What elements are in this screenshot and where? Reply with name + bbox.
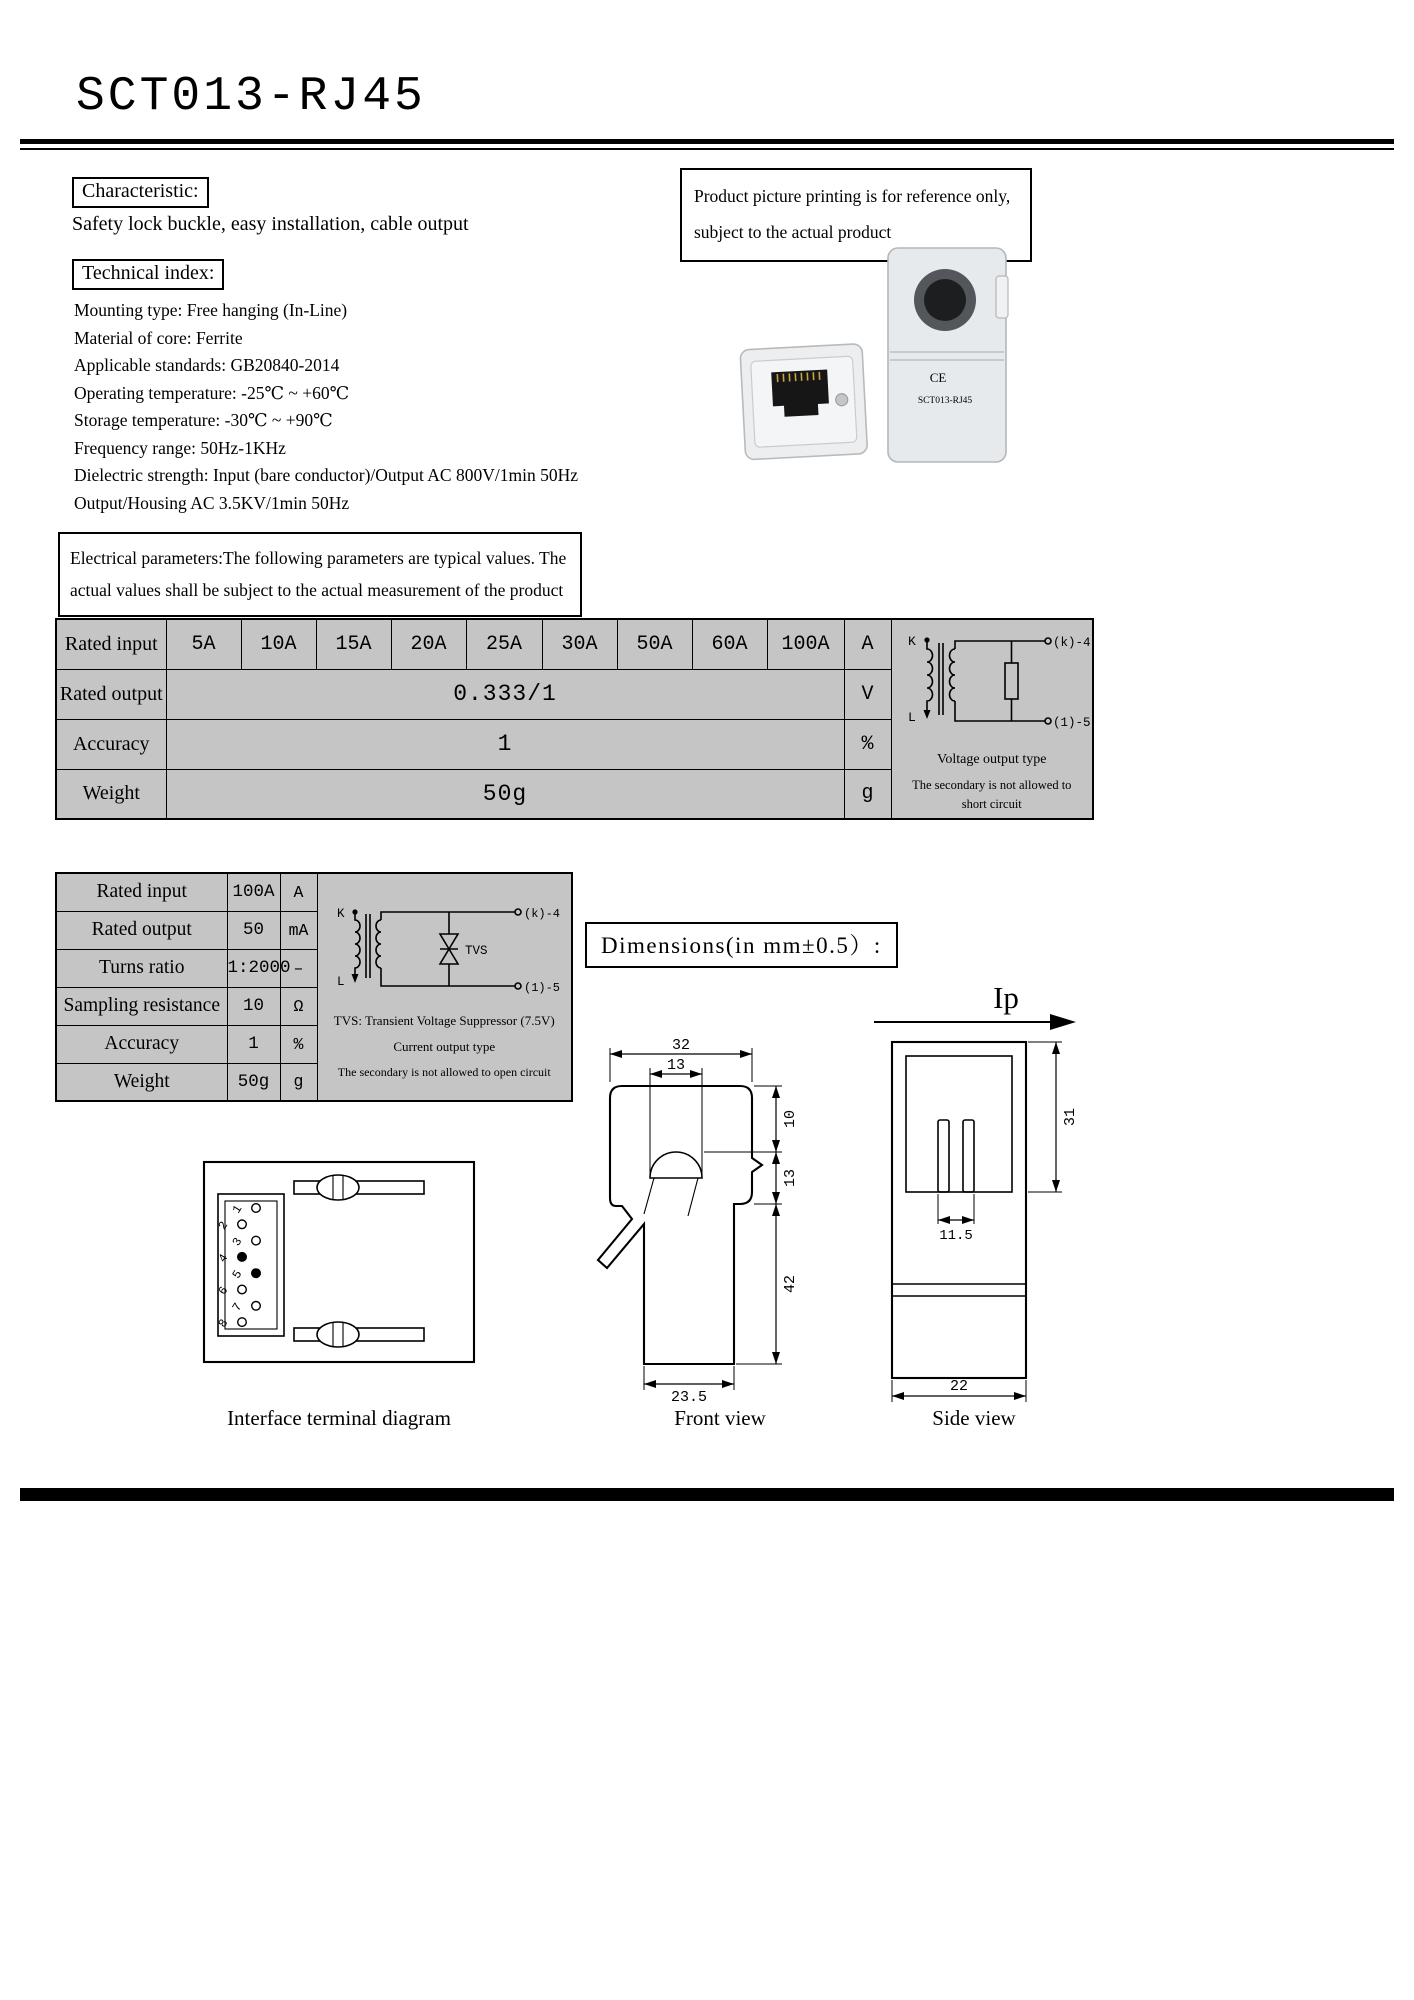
diagram-note: The secondary is not allowed to <box>912 778 1072 793</box>
current-output-diagram-cell <box>317 873 572 1101</box>
spec-row-label: Sampling resistance <box>56 987 227 1025</box>
diagram-note: TVS: Transient Voltage Suppressor (7.5V) <box>333 1013 555 1028</box>
product-photo <box>726 238 1026 478</box>
k-terminal-label: K <box>907 634 916 650</box>
spec-cell: 1 <box>166 719 844 769</box>
spec-cell: 1:2000 <box>227 949 280 987</box>
side-view-drawing <box>854 976 1094 1404</box>
page-title: SCT013-RJ45 <box>76 70 426 124</box>
pin-number: 6 <box>215 1284 232 1298</box>
spec-cell: 0.333/1 <box>166 669 844 719</box>
primary-current-label: Ip <box>993 980 1019 1015</box>
spec-row-label: Weight <box>56 769 166 819</box>
title-rule-thin <box>20 148 1394 150</box>
dim-height: 31 <box>1062 1107 1079 1127</box>
pin-number: 3 <box>229 1235 246 1249</box>
front-view-drawing <box>570 1032 822 1404</box>
spec-unit: – <box>280 949 317 987</box>
technical-index-heading: Technical index: <box>72 259 224 290</box>
spec-row-label: Accuracy <box>56 1025 227 1063</box>
tvs-label: TVS <box>465 944 488 958</box>
spec-cell: 5A <box>166 619 241 669</box>
dim-bottom-width: 22 <box>949 1378 969 1395</box>
title-rule-thick <box>20 139 1394 144</box>
interface-caption: Interface terminal diagram <box>227 1406 451 1430</box>
spec-row-label: Rated output <box>56 669 166 719</box>
clamp-ct-photo <box>888 248 1008 462</box>
pin-8 <box>238 1318 247 1327</box>
screw-bottom <box>317 1322 359 1347</box>
spec-cell: 10 <box>227 987 280 1025</box>
electrical-note-line2: actual values shall be subject to the actual measurement of the product <box>70 580 564 601</box>
tech-item: Output/Housing AC 3.5KV/1min 50Hz <box>74 492 350 513</box>
spec-row-label: Rated input <box>56 619 166 669</box>
spec-cell: 100A <box>227 873 280 911</box>
spec-unit: A <box>844 619 891 669</box>
spec-row-label: Weight <box>56 1063 227 1101</box>
tech-item: Applicable standards: GB20840-2014 <box>74 355 340 375</box>
spec-unit: mA <box>280 911 317 949</box>
spec-unit: % <box>844 719 891 769</box>
pin-7 <box>252 1302 261 1311</box>
dim-pin-width: 11.5 <box>939 1228 973 1244</box>
diagram-note: The secondary is not allowed to open circuit <box>337 1065 551 1079</box>
tech-item: Operating temperature: -25℃ ~ +60℃ <box>74 382 350 403</box>
spec-cell: 50 <box>227 911 280 949</box>
spec-cell: 60A <box>692 619 767 669</box>
pin-3 <box>252 1236 261 1245</box>
spec-cell: 10A <box>241 619 316 669</box>
model-print: SCT013-RJ45 <box>917 396 973 406</box>
spec-cell: 20A <box>391 619 466 669</box>
current-circuit-diagram <box>319 898 569 1002</box>
rj45-module-photo <box>740 344 868 460</box>
dim-bottom-width: 23.5 <box>670 1389 708 1404</box>
spec-row-label: Rated output <box>56 911 227 949</box>
characteristic-text: Safety lock buckle, easy installation, cable output <box>72 213 469 235</box>
spec-unit: V <box>844 669 891 719</box>
spec-cell: 50A <box>617 619 692 669</box>
technical-index-list <box>74 297 578 517</box>
footer-rule <box>20 1488 1394 1501</box>
spec-cell: 30A <box>542 619 617 669</box>
pin-number: 1 <box>229 1202 246 1217</box>
voltage-circuit-diagram <box>893 625 1091 737</box>
spec-cell: 25A <box>466 619 542 669</box>
bottom-terminal-label: (1)-5 <box>524 981 561 995</box>
spec-unit: g <box>844 769 891 819</box>
dim-arch-height: 13 <box>782 1168 799 1188</box>
spec-row-label: Rated input <box>56 873 227 911</box>
contact-pin <box>938 1120 949 1192</box>
side-view-caption: Side view <box>932 1406 1016 1430</box>
top-terminal-label: (k)-4 <box>1052 636 1091 651</box>
pin-number: 7 <box>229 1300 246 1314</box>
current-type-parameters-table <box>55 872 573 1102</box>
tech-item: Storage temperature: -30℃ ~ +90℃ <box>74 410 333 430</box>
spec-row-label: Accuracy <box>56 719 166 769</box>
contact-pin <box>963 1120 974 1192</box>
spec-cell: 1 <box>227 1025 280 1063</box>
pin-number: 4 <box>215 1251 232 1266</box>
spec-unit: g <box>280 1063 317 1101</box>
spec-cell: 15A <box>316 619 391 669</box>
spec-cell: 50g <box>166 769 844 819</box>
electrical-parameters-note <box>58 532 582 617</box>
spec-unit: Ω <box>280 987 317 1025</box>
bottom-terminal-label: (1)-5 <box>1052 716 1091 731</box>
pin-6 <box>238 1285 247 1294</box>
pin-4 <box>238 1253 247 1262</box>
dim-upper-height: 10 <box>782 1109 799 1129</box>
spec-unit: % <box>280 1025 317 1063</box>
characteristic-heading: Characteristic: <box>72 177 209 208</box>
diagram-note: Current output type <box>393 1039 496 1054</box>
voltage-output-diagram-cell <box>891 619 1093 819</box>
mounting-hole <box>835 393 848 406</box>
tech-item: Material of core: Ferrite <box>74 327 243 348</box>
dim-arch-width: 13 <box>666 1057 686 1074</box>
tech-item: Mounting type: Free hanging (In-Line) <box>74 300 348 320</box>
screw-top <box>317 1175 359 1200</box>
l-terminal-label: L <box>337 975 345 989</box>
notice-line2: subject to the actual product <box>694 221 892 242</box>
diagram-note: Voltage output type <box>937 752 1047 768</box>
electrical-note-line1: Electrical parameters:The following parameters are typical values. The <box>70 548 567 568</box>
dim-top-width: 32 <box>671 1037 691 1054</box>
spec-cell: 100A <box>767 619 844 669</box>
dimensions-heading: Dimensions(in mm±0.5）: <box>585 922 898 968</box>
tech-item: Dielectric strength: Input (bare conductor)/Output AC 800V/1min 50Hz <box>74 465 578 485</box>
diagram-note: short circuit <box>961 796 1022 811</box>
pin-5 <box>252 1269 261 1278</box>
pin-2 <box>238 1220 247 1229</box>
dim-body-height: 42 <box>782 1274 799 1294</box>
pin-number: 8 <box>215 1316 232 1331</box>
pin-1 <box>252 1204 261 1213</box>
pin-number: 5 <box>229 1267 246 1282</box>
pin-number: 2 <box>215 1218 232 1233</box>
top-terminal-label: (k)-4 <box>524 907 561 921</box>
spec-cell: 50g <box>227 1063 280 1101</box>
front-view-caption: Front view <box>674 1406 766 1430</box>
tech-item: Frequency range: 50Hz-1KHz <box>74 437 286 458</box>
ce-mark: CE <box>929 370 947 385</box>
latch-tab <box>996 276 1008 318</box>
interface-terminal-drawing <box>198 1156 480 1368</box>
spec-row-label: Turns ratio <box>56 949 227 987</box>
spec-unit: A <box>280 873 317 911</box>
l-terminal-label: L <box>907 710 916 726</box>
notice-line1: Product picture printing is for reference only, <box>694 186 1011 206</box>
voltage-type-parameters-table <box>55 618 1094 820</box>
k-terminal-label: K <box>337 907 345 921</box>
